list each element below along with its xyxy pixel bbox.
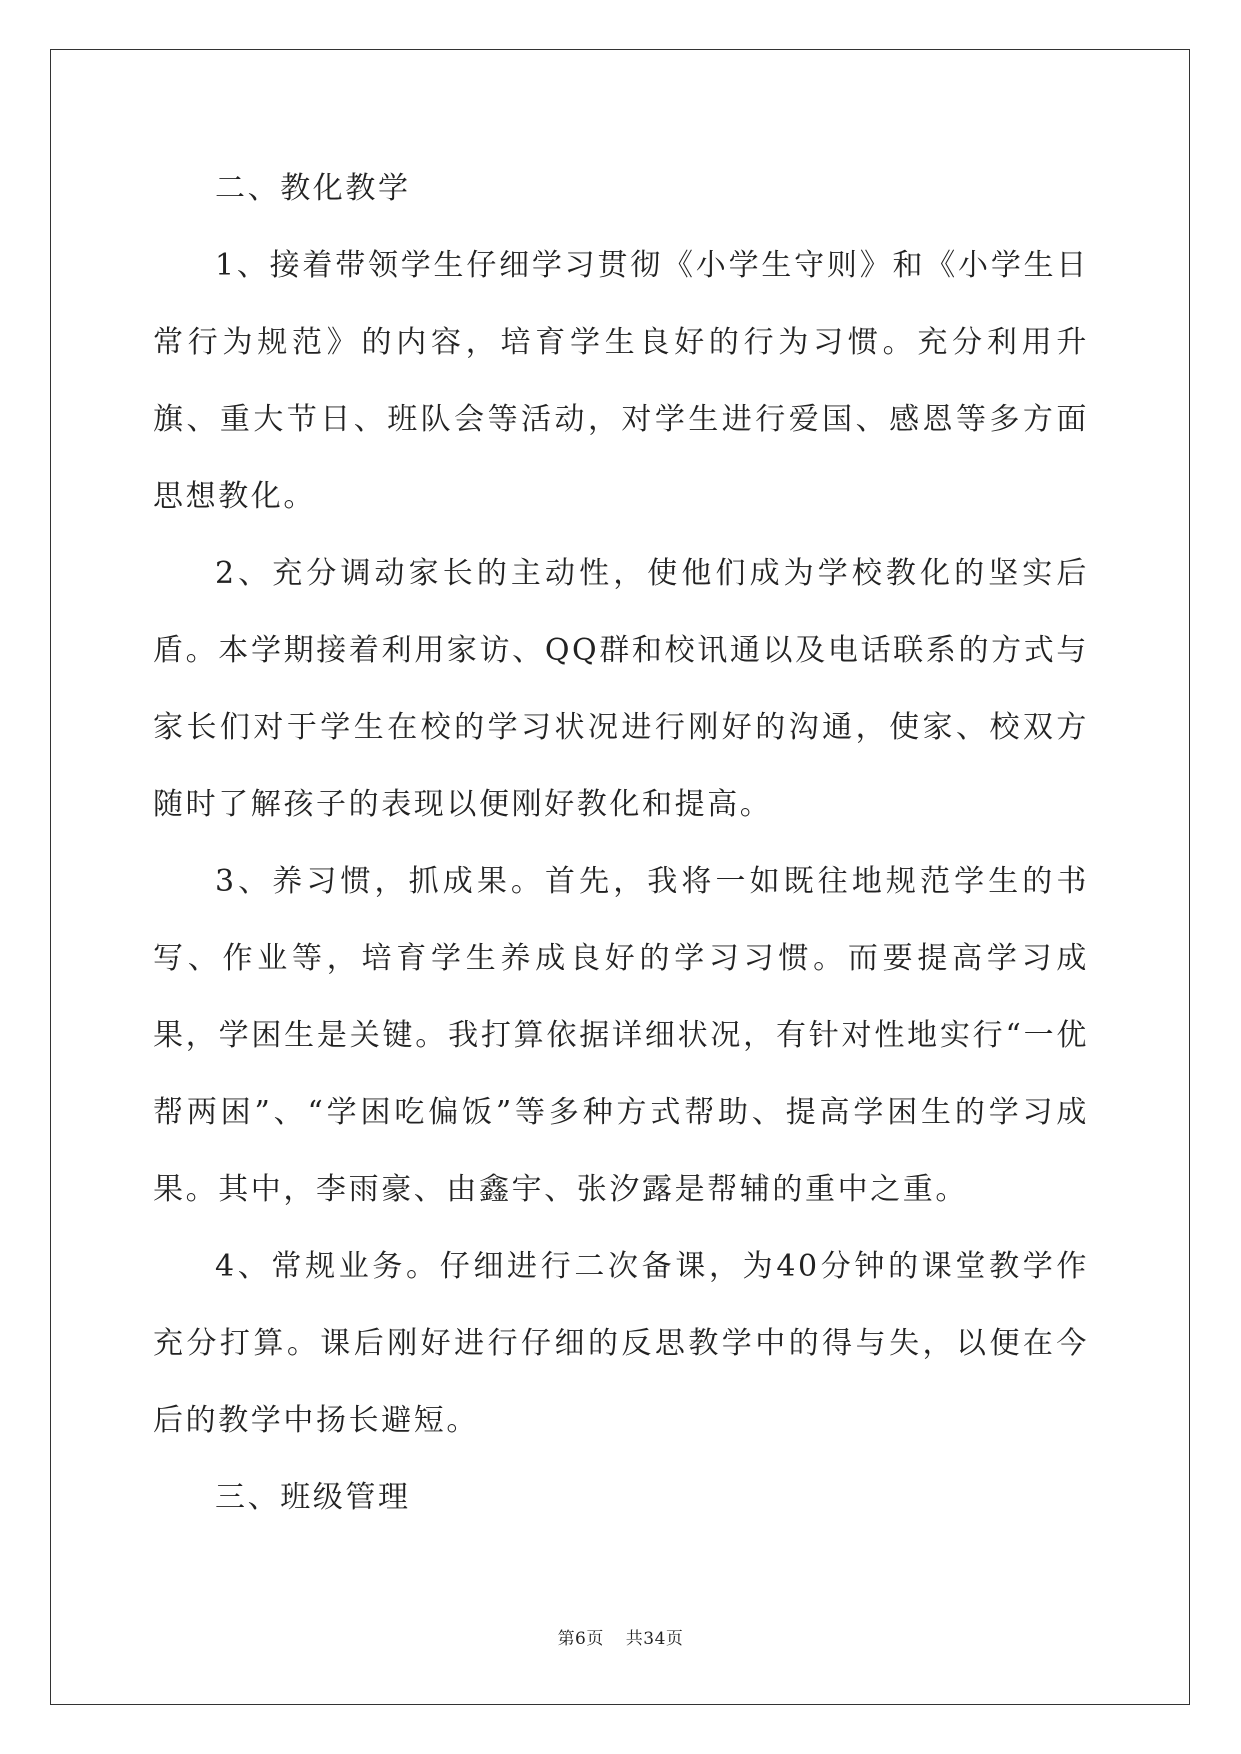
paragraph-item-3: 3、养习惯，抓成果。首先，我将一如既往地规范学生的书写、作业等，培育学生养成良好的学习习惯。而要提高学习成果，学困生是关键。我打算依据详细状况，有针对性地实行“一优帮两困”、“学困吃偏饭”等多种方式帮助、提高学困生的学习成果。其中，李雨豪、由鑫宇、张汐露是帮辅的重中之重。 [153, 864, 1089, 1207]
document-body [153, 150, 1089, 1536]
paragraph-item-1: 1、接着带领学生仔细学习贯彻《小学生守则》和《小学生日常行为规范》的内容，培育学生良好的行为习惯。充分利用升旗、重大节日、班队会等活动，对学生进行爱国、感恩等多方面思想教化。 [153, 248, 1089, 514]
paragraph-item-4: 4、常规业务。仔细进行二次备课，为40分钟的课堂教学作充分打算。课后刚好进行仔细的反思教学中的得与失，以便在今后的教学中扬长避短。 [153, 1249, 1089, 1438]
section-heading-teaching: 二、教化教学 [215, 171, 411, 206]
page-footer [0, 1624, 1241, 1649]
page-number-current: 第6页 [557, 1629, 604, 1649]
section-heading-class-management: 三、班级管理 [215, 1480, 411, 1515]
page-number-total: 共34页 [625, 1629, 684, 1649]
paragraph-item-2: 2、充分调动家长的主动性，使他们成为学校教化的坚实后盾。本学期接着利用家访、QQ群和校讯通以及电话联系的方式与家长们对于学生在校的学习状况进行刚好的沟通，使家、校双方随时了解孩子的表现以便刚好教化和提高。 [153, 556, 1089, 822]
